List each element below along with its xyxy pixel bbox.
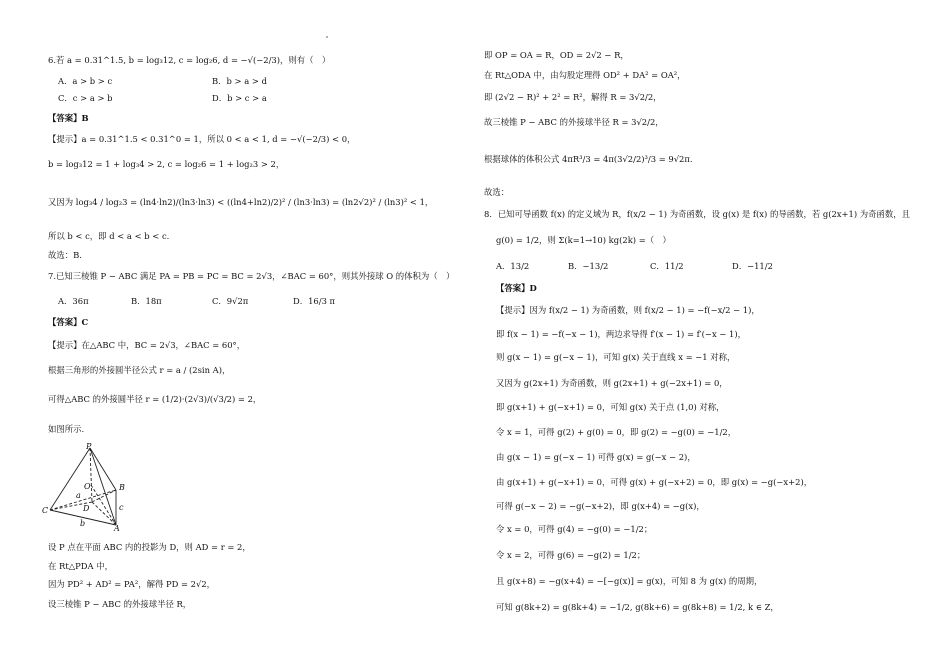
- q6-option-d: D．b > c > a: [212, 93, 267, 103]
- q8-hint-1: 【提示】因为 f(x/2 − 1) 为奇函数，则 f(x/2 − 1) = −f(−x/2 − 1)，: [496, 305, 760, 315]
- label-b: B: [119, 483, 125, 492]
- label-c: C: [42, 506, 49, 515]
- q6-answer: 【答案】B: [48, 113, 89, 123]
- q8-option-a: A．13/2: [496, 261, 530, 271]
- q8-hint-4: 又因为 g(2x+1) 为奇函数，则 g(2x+1) + g(−2x+1) = 0，: [496, 378, 728, 388]
- q7-option-a: A．36π: [58, 296, 89, 306]
- label-p: P: [86, 442, 92, 451]
- q7-answer: 【答案】C: [48, 317, 89, 327]
- label-small-c: c: [119, 503, 124, 512]
- q8-hint-8: 由 g(x+1) + g(−x+1) = 0，可得 g(x) + g(−x+2) = 0，即 g(x) = −g(−x+2)，: [496, 477, 813, 487]
- q7-cont-line-1: 即 OP = OA = R，OD = 2√2 − R，: [484, 50, 629, 60]
- q6-hint-1: 【提示】a = 0.31^1.5 < 0.31^0 = 1，所以 0 < a < 1, d = −√(−2/3) < 0，: [48, 134, 356, 144]
- label-d: D: [83, 504, 90, 513]
- q7-hint-7: 因为 PD² + AD² = PA²，解得 PD = 2√2，: [48, 579, 216, 589]
- edge-pa: [90, 448, 116, 525]
- q8-hint-13: 可知 g(8k+2) = g(8k+4) = −1/2, g(8k+6) = g(8k+8) = 1/2, k ∈ Z，: [496, 602, 779, 612]
- page-mark: [326, 36, 328, 38]
- label-small-a: a: [76, 491, 81, 500]
- q8-hint-9: 可得 g(−x − 2) = −g(−x+2)，即 g(x+4) = −g(x)，: [496, 501, 705, 511]
- q8-hint-7: 由 g(x − 1) = g(−x − 1) 可得 g(x) = g(−x − 2)，: [496, 452, 696, 462]
- q7-hint-5: 设 P 点在平面 ABC 内的投影为 D，则 AD = r = 2，: [48, 542, 251, 552]
- q8-option-c: C．11/2: [650, 261, 684, 271]
- edge-pc: [50, 448, 90, 510]
- q7-cont-line-2: 在 Rt△ODA 中，由勾股定理得 OD² + DA² = OA²，: [484, 70, 686, 80]
- q8-hint-6: 令 x = 1，可得 g(2) + g(0) = 0，即 g(2) = −g(0) = −1/2，: [496, 427, 737, 437]
- q8-answer: 【答案】D: [496, 283, 537, 293]
- q8-hint-3: 则 g(x − 1) = g(−x − 1)，可知 g(x) 关于直线 x = −1 对称，: [496, 352, 736, 362]
- q6-option-a: A．a > b > c: [58, 76, 113, 86]
- q7-hint-2: 根据三角形的外接圆半径公式 r = a / (2sin A)，: [48, 365, 231, 375]
- q7-option-b: B．18π: [131, 296, 162, 306]
- q7-hint-8: 设三棱锥 P − ABC 的外接球半径 R，: [48, 599, 192, 609]
- q8-hint-11: 令 x = 2，可得 g(6) = −g(2) = 1/2；: [496, 550, 646, 560]
- q8-hint-5: 即 g(x+1) + g(−x+1) = 0，可知 g(x) 关于点 (1,0) 对称，: [496, 402, 725, 412]
- q8-hint-2: 即 f(x − 1) = −f(−x − 1)，两边求导得 f′(x − 1) = f′(−x − 1)，: [496, 329, 746, 339]
- q7-hint-4: 如图所示.: [48, 424, 85, 434]
- q6-stem: 6.若 a = 0.31^1.5, b = log₃12, c = log₂6, d = −√(−2/3)，则有（ ）: [48, 55, 331, 65]
- q8-hint-10: 令 x = 0，可得 g(4) = −g(0) = −1/2；: [496, 524, 653, 534]
- q7-option-c: C．9√2π: [212, 296, 249, 306]
- edge-pb: [90, 448, 116, 490]
- segment-pd: [90, 448, 92, 502]
- label-a: A: [114, 524, 120, 532]
- q8-option-b: B．−13/2: [568, 261, 609, 271]
- q7-cont-conclusion: 故选：: [484, 187, 510, 197]
- q8-hint-12: 且 g(x+8) = −g(x+4) = −[−g(x)] = g(x)，可知 8 为 g(x) 的周期，: [496, 576, 763, 586]
- label-o: O: [84, 482, 91, 491]
- q6-hint-4: 所以 b < c，即 d < a < b < c.: [48, 231, 170, 241]
- q7-hint-6: 在 Rt△PDA 中，: [48, 561, 113, 571]
- q7-option-d: D．16/3 π: [293, 296, 336, 306]
- q8-stem-line-2: g(0) = 1/2，则 Σ(k=1→10) kg(2k) =（ ）: [496, 235, 671, 245]
- q6-conclusion: 故选：B.: [48, 250, 82, 260]
- q7-hint-3: 可得△ABC 的外接圆半径 r = (1/2)·(2√3)/(√3/2) = 2，: [48, 394, 262, 404]
- q6-option-b: B．b > a > d: [212, 76, 267, 86]
- q7-stem: 7.已知三棱锥 P − ABC 满足 PA = PB = PC = BC = 2√3，∠BAC = 60°，则其外接球 O 的体积为（ ）: [48, 271, 455, 281]
- q7-hint-1: 【提示】在△ABC 中，BC = 2√3，∠BAC = 60°，: [48, 340, 246, 350]
- q6-hint-2: b = log₃12 = 1 + log₃4 > 2, c = log₂6 = 1 + log₂3 > 2，: [48, 159, 285, 169]
- label-small-b: b: [80, 519, 86, 528]
- tetrahedron-figure: [40, 440, 140, 532]
- q6-hint-3: 又因为 log₃4 / log₂3 = (ln4·ln2)/(ln3·ln3) < ((ln4+ln2)/2)² / (ln3·ln3) = (ln2√2)² / (ln3)² < 1，: [48, 197, 434, 207]
- q8-stem-line-1: 8．已知可导函数 f(x) 的定义域为 R，f(x/2 − 1) 为奇函数，设 g(x) 是 f(x) 的导函数，若 g(2x+1) 为奇函数，且: [484, 209, 911, 219]
- q6-option-c: C．c > a > b: [58, 93, 113, 103]
- q7-cont-line-5: 根据球体的体积公式 4πR³/3 = 4π(3√2/2)³/3 = 9√2π.: [484, 154, 693, 164]
- q8-option-d: D．−11/2: [732, 261, 773, 271]
- q7-cont-line-3: 即 (2√2 − R)² + 2² = R²，解得 R = 3√2/2，: [484, 92, 662, 102]
- q7-cont-line-4: 故三棱锥 P − ABC 的外接球半径 R = 3√2/2，: [484, 117, 664, 127]
